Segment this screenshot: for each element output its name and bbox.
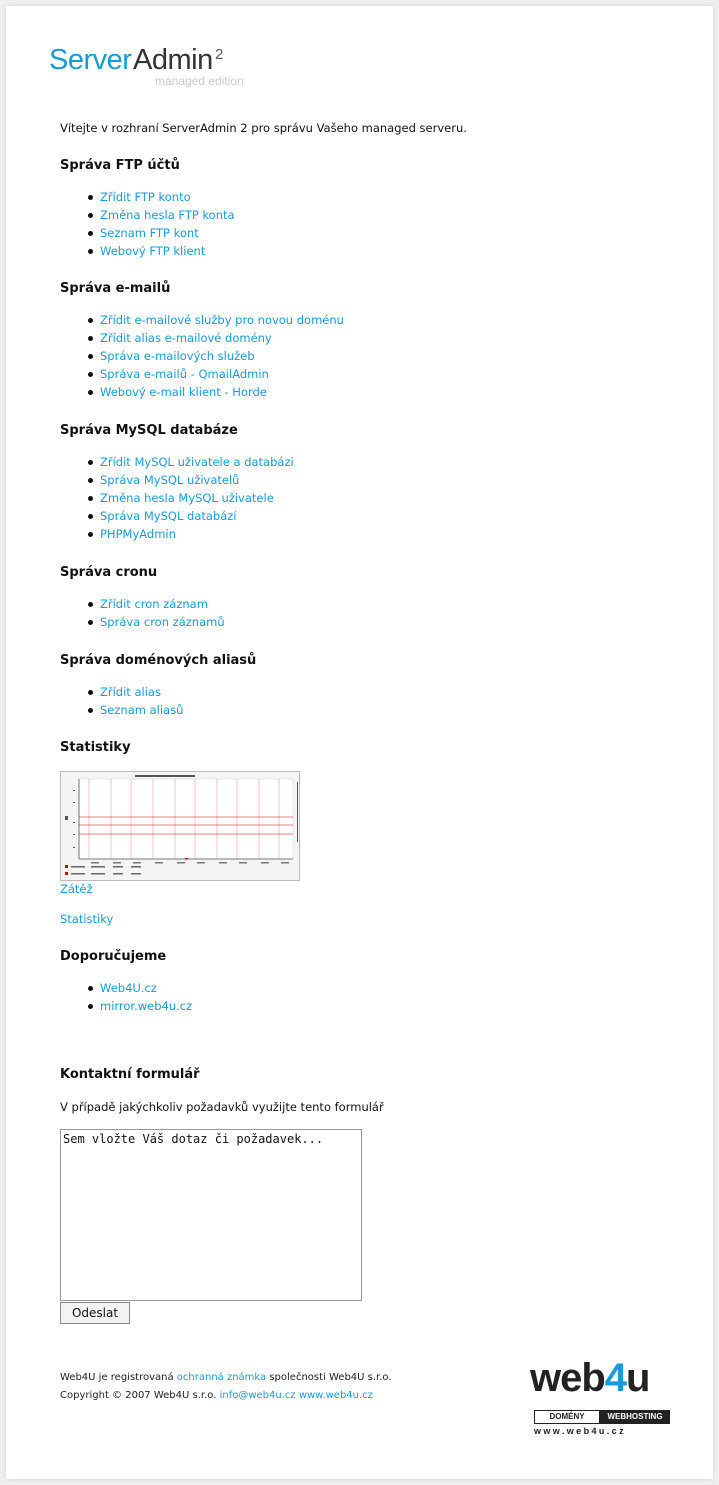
wordmark-four: 4 — [604, 1356, 627, 1400]
bullet — [88, 390, 93, 395]
link-web4u[interactable]: Web4U.cz — [100, 981, 157, 995]
web4u-wordmark — [530, 1356, 649, 1401]
list-item — [60, 595, 225, 613]
tagline-webhosting: WEBHOSTING — [600, 1410, 670, 1424]
bullet — [88, 460, 93, 465]
section-title-domain-aliases: Správa doménových aliasů — [60, 653, 257, 668]
link-create-email-services[interactable]: Zřídit e-mailové služby pro novou doménu — [100, 313, 344, 327]
bullet — [88, 478, 93, 483]
bullet — [88, 249, 93, 254]
wordmark-web: web — [530, 1356, 605, 1400]
footer-text: Web4U je registrovaná — [60, 1372, 177, 1383]
link-load-graph[interactable]: Zátěž — [60, 882, 93, 896]
intro-text: Vítejte v rozhraní ServerAdmin 2 pro správu Vašeho managed serveru. — [60, 121, 467, 135]
link-change-mysql-password[interactable]: Změna hesla MySQL uživatele — [100, 491, 274, 505]
list-item — [60, 329, 344, 347]
web4u-logo[interactable] — [530, 1356, 672, 1442]
logo-edition: managed edition — [155, 74, 244, 88]
load-graph-thumbnail[interactable] — [60, 771, 300, 881]
list-item — [60, 365, 344, 383]
bullet — [88, 532, 93, 537]
submit-button[interactable]: Odeslat — [60, 1302, 130, 1324]
logo-admin-text: Admin — [133, 44, 213, 76]
bullet — [88, 620, 93, 625]
link-statistics[interactable]: Statistiky — [60, 912, 114, 926]
list-item — [60, 471, 294, 489]
list-item — [60, 525, 294, 543]
logo-server-text: Server — [49, 44, 132, 76]
section-title-recommend: Doporučujeme — [60, 949, 167, 964]
list-item — [60, 347, 344, 365]
web4u-tagline-bar — [534, 1410, 670, 1424]
link-create-cron[interactable]: Zřídit cron záznam — [100, 597, 208, 611]
link-phpmyadmin[interactable]: PHPMyAdmin — [100, 527, 176, 541]
link-manage-mysql-databases[interactable]: Správa MySQL databází — [100, 509, 237, 523]
link-create-mysql-user[interactable]: Zřídit MySQL uživatele a databázi — [100, 455, 294, 469]
footer-text: společnosti Web4U s.r.o. — [266, 1372, 392, 1383]
bullet — [88, 496, 93, 501]
recommend-links — [60, 979, 192, 1015]
bullet — [88, 690, 93, 695]
list-item — [60, 683, 183, 701]
link-change-ftp-password[interactable]: Změna hesla FTP konta — [100, 208, 235, 222]
bullet — [88, 231, 93, 236]
link-alias-list[interactable]: Seznam aliasů — [100, 703, 184, 717]
section-title-email: Správa e-mailů — [60, 281, 171, 296]
list-item — [60, 206, 235, 224]
link-website[interactable]: www.web4u.cz — [298, 1390, 373, 1401]
email-links — [60, 311, 344, 401]
footer-trademark-line — [60, 1372, 392, 1383]
link-horde[interactable]: Webový e-mail klient - Horde — [100, 385, 267, 399]
section-title-ftp: Správa FTP účtů — [60, 158, 180, 173]
bullet — [88, 213, 93, 218]
section-title-contact: Kontaktní formulář — [60, 1067, 200, 1082]
bullet — [88, 708, 93, 713]
list-item — [60, 453, 294, 471]
contact-message-textarea[interactable] — [60, 1129, 362, 1301]
section-title-mysql: Správa MySQL databáze — [60, 423, 238, 438]
bullet — [88, 318, 93, 323]
mysql-links — [60, 453, 294, 543]
section-title-statistics: Statistiky — [60, 740, 131, 755]
list-item — [60, 188, 235, 206]
copyright-text: Copyright © 2007 Web4U s.r.o. — [60, 1390, 220, 1401]
link-manage-mysql-users[interactable]: Správa MySQL uživatelů — [100, 473, 240, 487]
bullet — [88, 1004, 93, 1009]
section-title-cron: Správa cronu — [60, 565, 158, 580]
list-item — [60, 979, 192, 997]
bullet — [88, 986, 93, 991]
link-qmailadmin[interactable]: Správa e-mailů - QmailAdmin — [100, 367, 269, 381]
page — [6, 6, 713, 1479]
bullet — [88, 354, 93, 359]
bullet — [88, 372, 93, 377]
bullet — [88, 602, 93, 607]
cron-links — [60, 595, 225, 631]
footer-copyright-line — [60, 1390, 373, 1401]
bullet — [88, 195, 93, 200]
serveradmin-logo[interactable] — [49, 44, 279, 94]
list-item — [60, 613, 225, 631]
link-create-alias[interactable]: Zřídit alias — [100, 685, 161, 699]
link-manage-cron[interactable]: Správa cron záznamů — [100, 615, 225, 629]
ftp-links — [60, 188, 235, 260]
list-item — [60, 489, 294, 507]
contact-description: V případě jakýchkoliv požadavků využijte tento formulář — [60, 1100, 384, 1114]
link-trademark[interactable]: ochranná známka — [176, 1372, 267, 1383]
load-graph — [61, 772, 299, 880]
link-email[interactable]: info@web4u.cz — [219, 1390, 296, 1401]
link-create-email-alias[interactable]: Zřídit alias e-mailové domény — [100, 331, 272, 345]
link-manage-email-services[interactable]: Správa e-mailových služeb — [100, 349, 255, 363]
link-web-ftp-client[interactable]: Webový FTP klient — [100, 244, 206, 258]
list-item — [60, 997, 192, 1015]
link-ftp-account-list[interactable]: Seznam FTP kont — [100, 226, 199, 240]
alias-links — [60, 683, 183, 719]
logo-version: 2 — [215, 46, 224, 63]
tagline-domains: DOMÉNY — [534, 1410, 600, 1424]
list-item — [60, 311, 344, 329]
bullet — [88, 336, 93, 341]
bullet — [88, 514, 93, 519]
link-create-ftp-account[interactable]: Zřídit FTP konto — [100, 190, 191, 204]
web4u-url: www.web4u.cz — [534, 1426, 626, 1436]
list-item — [60, 224, 235, 242]
wordmark-u: u — [626, 1356, 650, 1400]
list-item — [60, 383, 344, 401]
list-item — [60, 701, 183, 719]
link-mirror-web4u[interactable]: mirror.web4u.cz — [100, 999, 193, 1013]
list-item — [60, 507, 294, 525]
list-item — [60, 242, 235, 260]
